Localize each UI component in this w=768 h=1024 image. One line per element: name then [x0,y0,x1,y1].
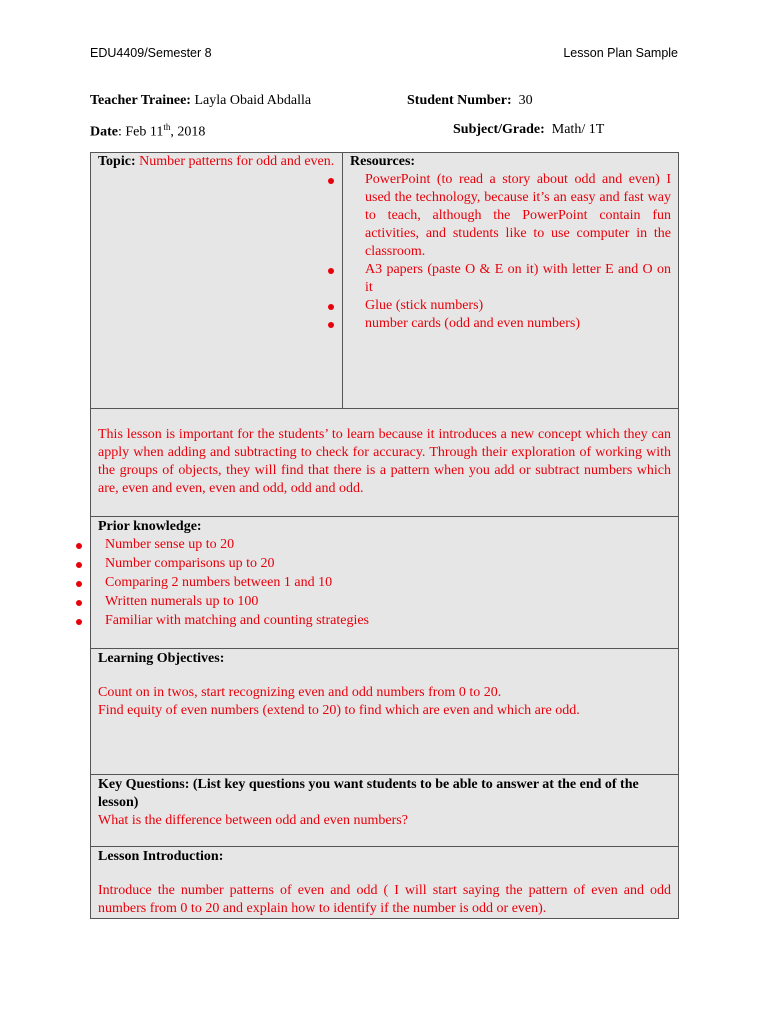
resource-item: number cards (odd and even numbers) [350,315,671,333]
trainee-line [90,93,311,109]
prior-knowledge-item: Number comparisons up to 20 [98,555,671,573]
student-number-value: 30 [518,93,533,108]
prior-knowledge-cell [91,517,679,649]
bullet-icon [328,304,334,310]
resource-item: Glue (stick numbers) [350,297,671,315]
date-value-post: , 2018 [170,124,206,140]
prior-knowledge-row [91,517,679,649]
prior-knowledge-item: Number sense up to 20 [98,536,671,554]
prior-knowledge-label: Prior knowledge: [98,519,202,534]
topic-resources-row [91,153,679,409]
date-value-sup: th [163,122,171,132]
document-type: Lesson Plan Sample [563,46,678,60]
bullet-icon [76,581,82,587]
resources-cell [343,153,679,409]
bullet-icon [76,543,82,549]
resources-list [350,171,671,333]
introduction-cell [91,847,679,919]
key-questions-cell [91,775,679,847]
rationale-row [91,409,679,517]
lesson-plan-table [90,152,679,919]
introduction-row [91,847,679,919]
key-questions-row [91,775,679,847]
student-number-label: Student Number: [407,93,512,108]
date-value-pre: : Feb 11 [118,124,164,140]
course-code: EDU4409/Semester 8 [90,46,212,60]
resource-item: A3 papers (paste O & E on it) with letter E and O on it [350,261,671,297]
topic-label: Topic: [98,154,136,169]
bullet-icon [76,562,82,568]
objectives-label: Learning Objectives: [98,651,225,666]
resources-label: Resources: [350,154,416,169]
objectives-cell [91,649,679,775]
bullet-icon [328,322,334,328]
key-questions-label: Key Questions: (List key questions you want students to be able to answer at the end of the lesson) [98,777,639,810]
topic-cell [91,153,343,409]
subject-label: Subject/Grade: [453,122,545,137]
bullet-icon [76,619,82,625]
introduction-label: Lesson Introduction: [98,849,224,864]
trainee-value: Layla Obaid Abdalla [194,93,312,108]
prior-knowledge-item: Written numerals up to 100 [98,593,671,611]
objective-line: Find equity of even numbers (extend to 20) to find which are even and which are odd. [98,703,580,718]
date-label: Date [90,124,118,140]
rationale-cell [91,409,679,517]
bullet-icon [328,268,334,274]
date-line [90,122,205,141]
rationale-text: This lesson is important for the students’ to learn because it introduces a new concept which they can apply when adding and subtracting to check for accuracy. Through their exploration of working with the groups of objects, they will find that there is a pattern when you add or subtract numbers which are, even and even, even and odd, odd and odd. [98,427,671,496]
bullet-icon [76,600,82,606]
objectives-row [91,649,679,775]
prior-knowledge-item: Comparing 2 numbers between 1 and 10 [98,574,671,592]
trainee-label: Teacher Trainee: [90,93,191,108]
prior-knowledge-list [98,536,671,630]
bullet-icon [328,178,334,184]
objective-line: Count on in twos, start recognizing even and odd numbers from 0 to 20. [98,685,502,700]
introduction-text: Introduce the number patterns of even and odd ( I will start saying the pattern of even and odd numbers from 0 to 20 and explain how to identify if the number is odd or even). [98,883,671,916]
prior-knowledge-item: Familiar with matching and counting strategies [98,612,671,630]
resource-item: PowerPoint (to read a story about odd and even) I used the technology, because it’s an easy and fast way to teach, although the PowerPoint contain fun activities, and students like to use computer in the classroom. [350,171,671,261]
subject-line [453,122,604,138]
student-number-line [407,93,533,109]
topic-value: Number patterns for odd and even. [139,154,335,169]
subject-value: Math/ 1T [551,122,605,137]
key-question-text: What is the difference between odd and even numbers? [98,813,408,828]
